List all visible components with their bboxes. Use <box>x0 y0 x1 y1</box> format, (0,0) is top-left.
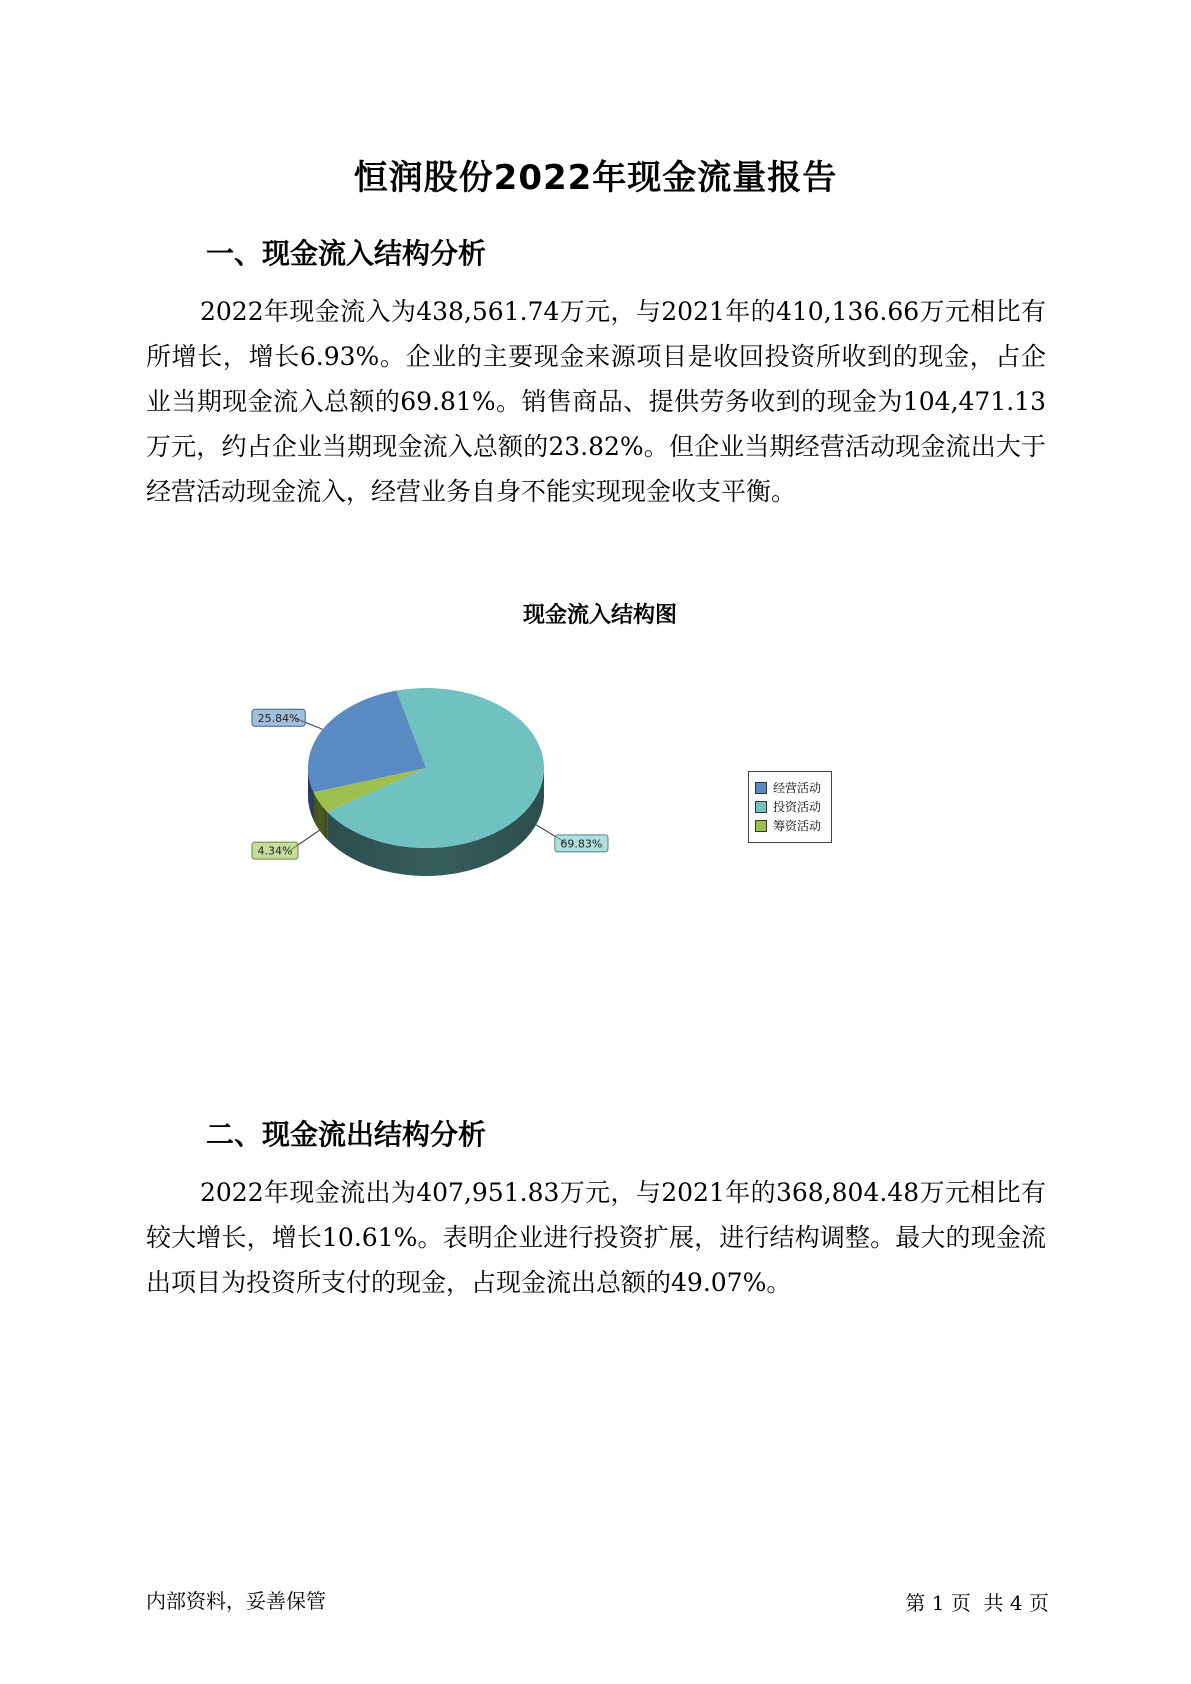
legend-swatch <box>755 801 767 813</box>
section-2-paragraph: 2022年现金流出为407,951.83万元，与2021年的368,804.48万元相比有较大增长，增长10.61%。表明企业进行投资扩展，进行结构调整。最大的现金流出项目为投资所支付的现金，占现金流出总额的49.07%。 <box>146 1178 1046 1297</box>
chart-legend <box>748 771 832 843</box>
pie-label-text: 25.84% <box>257 711 300 725</box>
legend-item <box>755 797 827 816</box>
legend-label: 经营活动 <box>773 781 822 795</box>
legend-swatch <box>755 820 767 832</box>
document-title: 恒润股份2022年现金流量报告 <box>353 158 838 198</box>
pie-chart <box>250 660 610 920</box>
footer-page-number: 第 1 页 共 4 页 <box>905 1591 1049 1615</box>
legend-item <box>755 816 827 835</box>
pie-label-text: 69.83% <box>560 837 603 851</box>
pie-label-text: 4.34% <box>257 844 293 858</box>
section-1-paragraph: 2022年现金流入为438,561.74万元，与2021年的410,136.66万元相比有所增长，增长6.93%。企业的主要现金来源项目是收回投资所收到的现金，占企业当期现金流入总额的69.81%。销售商品、提供劳务收到的现金为104,471.13万元，约占企业当期现金流入总额的23.82%。但企业当期经营活动现金流出大于经营活动现金流入，经营业务自身不能实现现金收支平衡。 <box>146 297 1046 506</box>
legend-swatch <box>755 782 767 794</box>
legend-label: 筹资活动 <box>773 819 822 833</box>
legend-label: 投资活动 <box>773 800 822 814</box>
section-2-heading: 二、现金流出结构分析 <box>206 1118 487 1151</box>
chart-title: 现金流入结构图 <box>522 603 677 628</box>
legend-item <box>755 778 827 797</box>
section-1-heading: 一、现金流入结构分析 <box>206 237 487 270</box>
footer-confidential-note: 内部资料，妥善保管 <box>146 1589 326 1613</box>
